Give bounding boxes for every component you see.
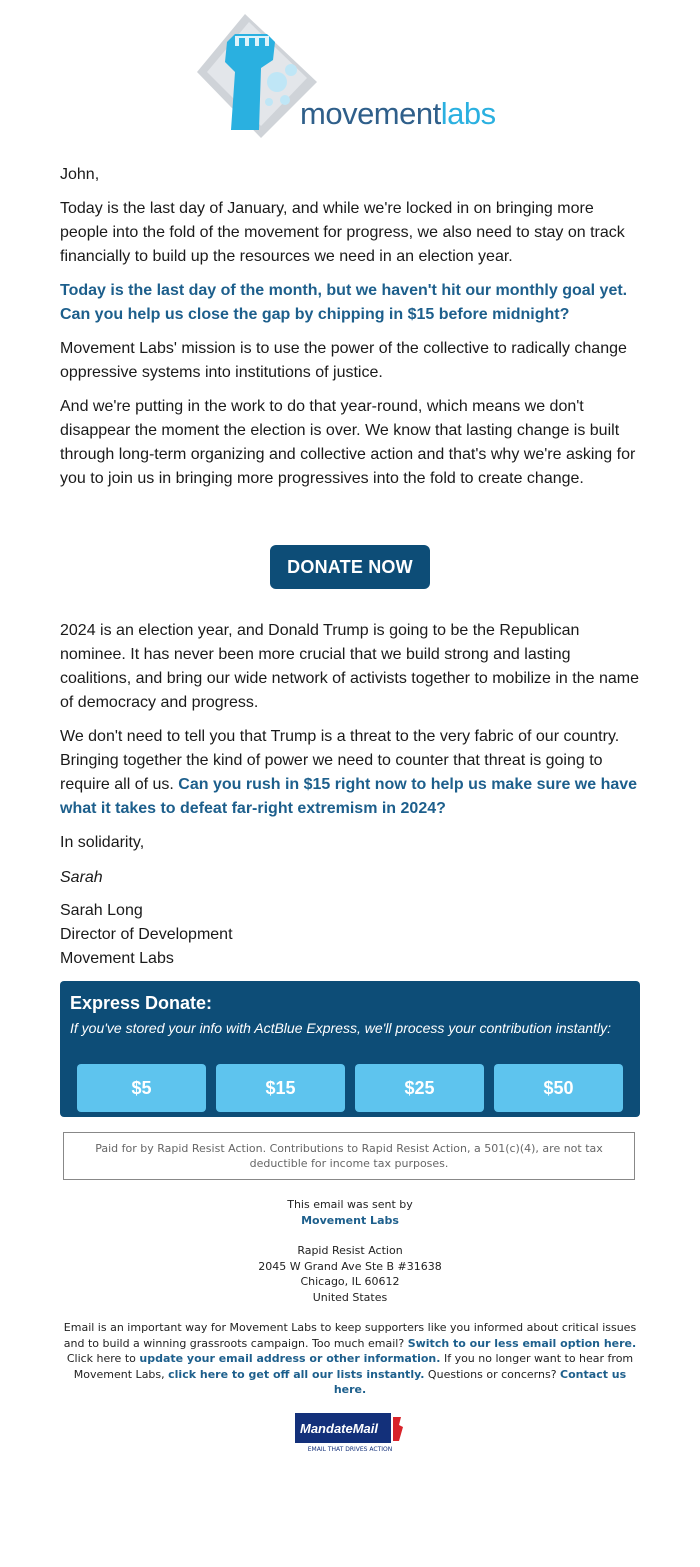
- paid-for-disclaimer: [63, 1132, 635, 1180]
- address-line: Rapid Resist Action: [297, 1244, 403, 1257]
- express-donate-subtitle: If you've stored your info with ActBlue Express, we'll process your contribution instantly:: [70, 1020, 611, 1036]
- closing: In solidarity,: [60, 834, 145, 851]
- unsubscribe-link[interactable]: click here to get off all our lists instantly.: [168, 1367, 425, 1381]
- paragraph-year-round: And we're putting in the work to do that year-round, which means we don't disappear the moment the election is over. We know that lasting change is built through long-term organizing and collective action and that's why we're asking for you to join us in bringing more progressives into the fold to create change.: [60, 398, 636, 487]
- greeting: John,: [60, 166, 100, 183]
- address-line: 2045 W Grand Ave Ste B #31638: [258, 1259, 442, 1273]
- donate-now-button[interactable]: DONATE NOW: [270, 545, 430, 589]
- donate-amount-button[interactable]: $25: [355, 1064, 484, 1112]
- notice-text: If you no longer want to hear from Movement Labs,: [73, 1352, 634, 1381]
- footer-address: [60, 1243, 640, 1305]
- footer-notice: [60, 1320, 640, 1398]
- paid-for-text: Paid for by Rapid Resist Action. Contributions to Rapid Resist Action, a 501(c)(4), are not tax deductible for income tax purposes.: [95, 1142, 603, 1170]
- less-email-link[interactable]: Switch to our less email option here.: [407, 1336, 637, 1350]
- signature: Sarah: [60, 869, 103, 886]
- notice-text: Email is an important way for Movement Labs to keep supporters like you informed about critical issues and to build a winning grassroots campaign. Too much email?: [63, 1321, 637, 1350]
- address-line: Chicago, IL 60612: [300, 1275, 400, 1288]
- signer-title: Director of Development: [60, 926, 233, 943]
- notice-text: Questions or concerns?: [424, 1367, 561, 1381]
- sent-by-label: This email was sent by: [287, 1198, 413, 1211]
- paragraph-threat-ask[interactable]: Can you rush in $15 right now to help us make sure we have what it takes to defeat far-right extremism in 2024?: [60, 776, 638, 817]
- address-line: United States: [312, 1290, 388, 1304]
- donate-amount-button[interactable]: $15: [216, 1064, 345, 1112]
- mandatemail-logo[interactable]: [295, 1413, 405, 1453]
- express-donate-panel: [60, 981, 640, 1117]
- express-donate-title: Express Donate:: [70, 993, 213, 1013]
- paragraph-threat: [60, 725, 645, 821]
- mandatemail-name: MandateMail: [300, 1421, 379, 1436]
- paragraph-intro: Today is the last day of January, and while we're locked in on bringing more people into the fold of the movement for progress, we also need to stay on track financially to build up the resources we need in an election year.: [60, 200, 625, 265]
- signer-org: Movement Labs: [60, 950, 174, 967]
- signer-name: Sarah Long: [60, 902, 143, 919]
- paragraph-threat-text: We don't need to tell you that Trump is a threat to the very fabric of our country. Bringing together the kind of power we need to counter that threat is going to require all of us.: [60, 728, 620, 793]
- footer-sent-by: [60, 1197, 640, 1228]
- paragraph-mission: Movement Labs' mission is to use the power of the collective to radically change oppressive systems into institutions of justice.: [60, 340, 627, 381]
- update-info-link[interactable]: update your email address or other information.: [139, 1352, 441, 1365]
- notice-text: Click here to: [66, 1352, 140, 1365]
- donate-amount-button[interactable]: $5: [77, 1064, 206, 1112]
- contact-link[interactable]: Contact us here.: [333, 1367, 627, 1396]
- paragraph-ask-highlight[interactable]: Today is the last day of the month, but we haven't hit our monthly goal yet. Can you help us close the gap by chipping in $15 before midnight?: [60, 282, 628, 323]
- logo-word-movement: movement: [300, 96, 441, 131]
- paragraph-election-year: 2024 is an election year, and Donald Trump is going to be the Republican nominee. It has never been more crucial that we build strong and lasting coalitions, and bring our wide network of activists together to mobilize in the name of democracy and progress.: [60, 622, 639, 711]
- logo-word-labs: labs: [440, 96, 496, 131]
- movement-labs-logo: [195, 12, 505, 140]
- mandatemail-tagline: EMAIL THAT DRIVES ACTION: [307, 1446, 393, 1453]
- sender-link[interactable]: Movement Labs: [301, 1213, 399, 1227]
- donate-amount-button[interactable]: $50: [494, 1064, 623, 1112]
